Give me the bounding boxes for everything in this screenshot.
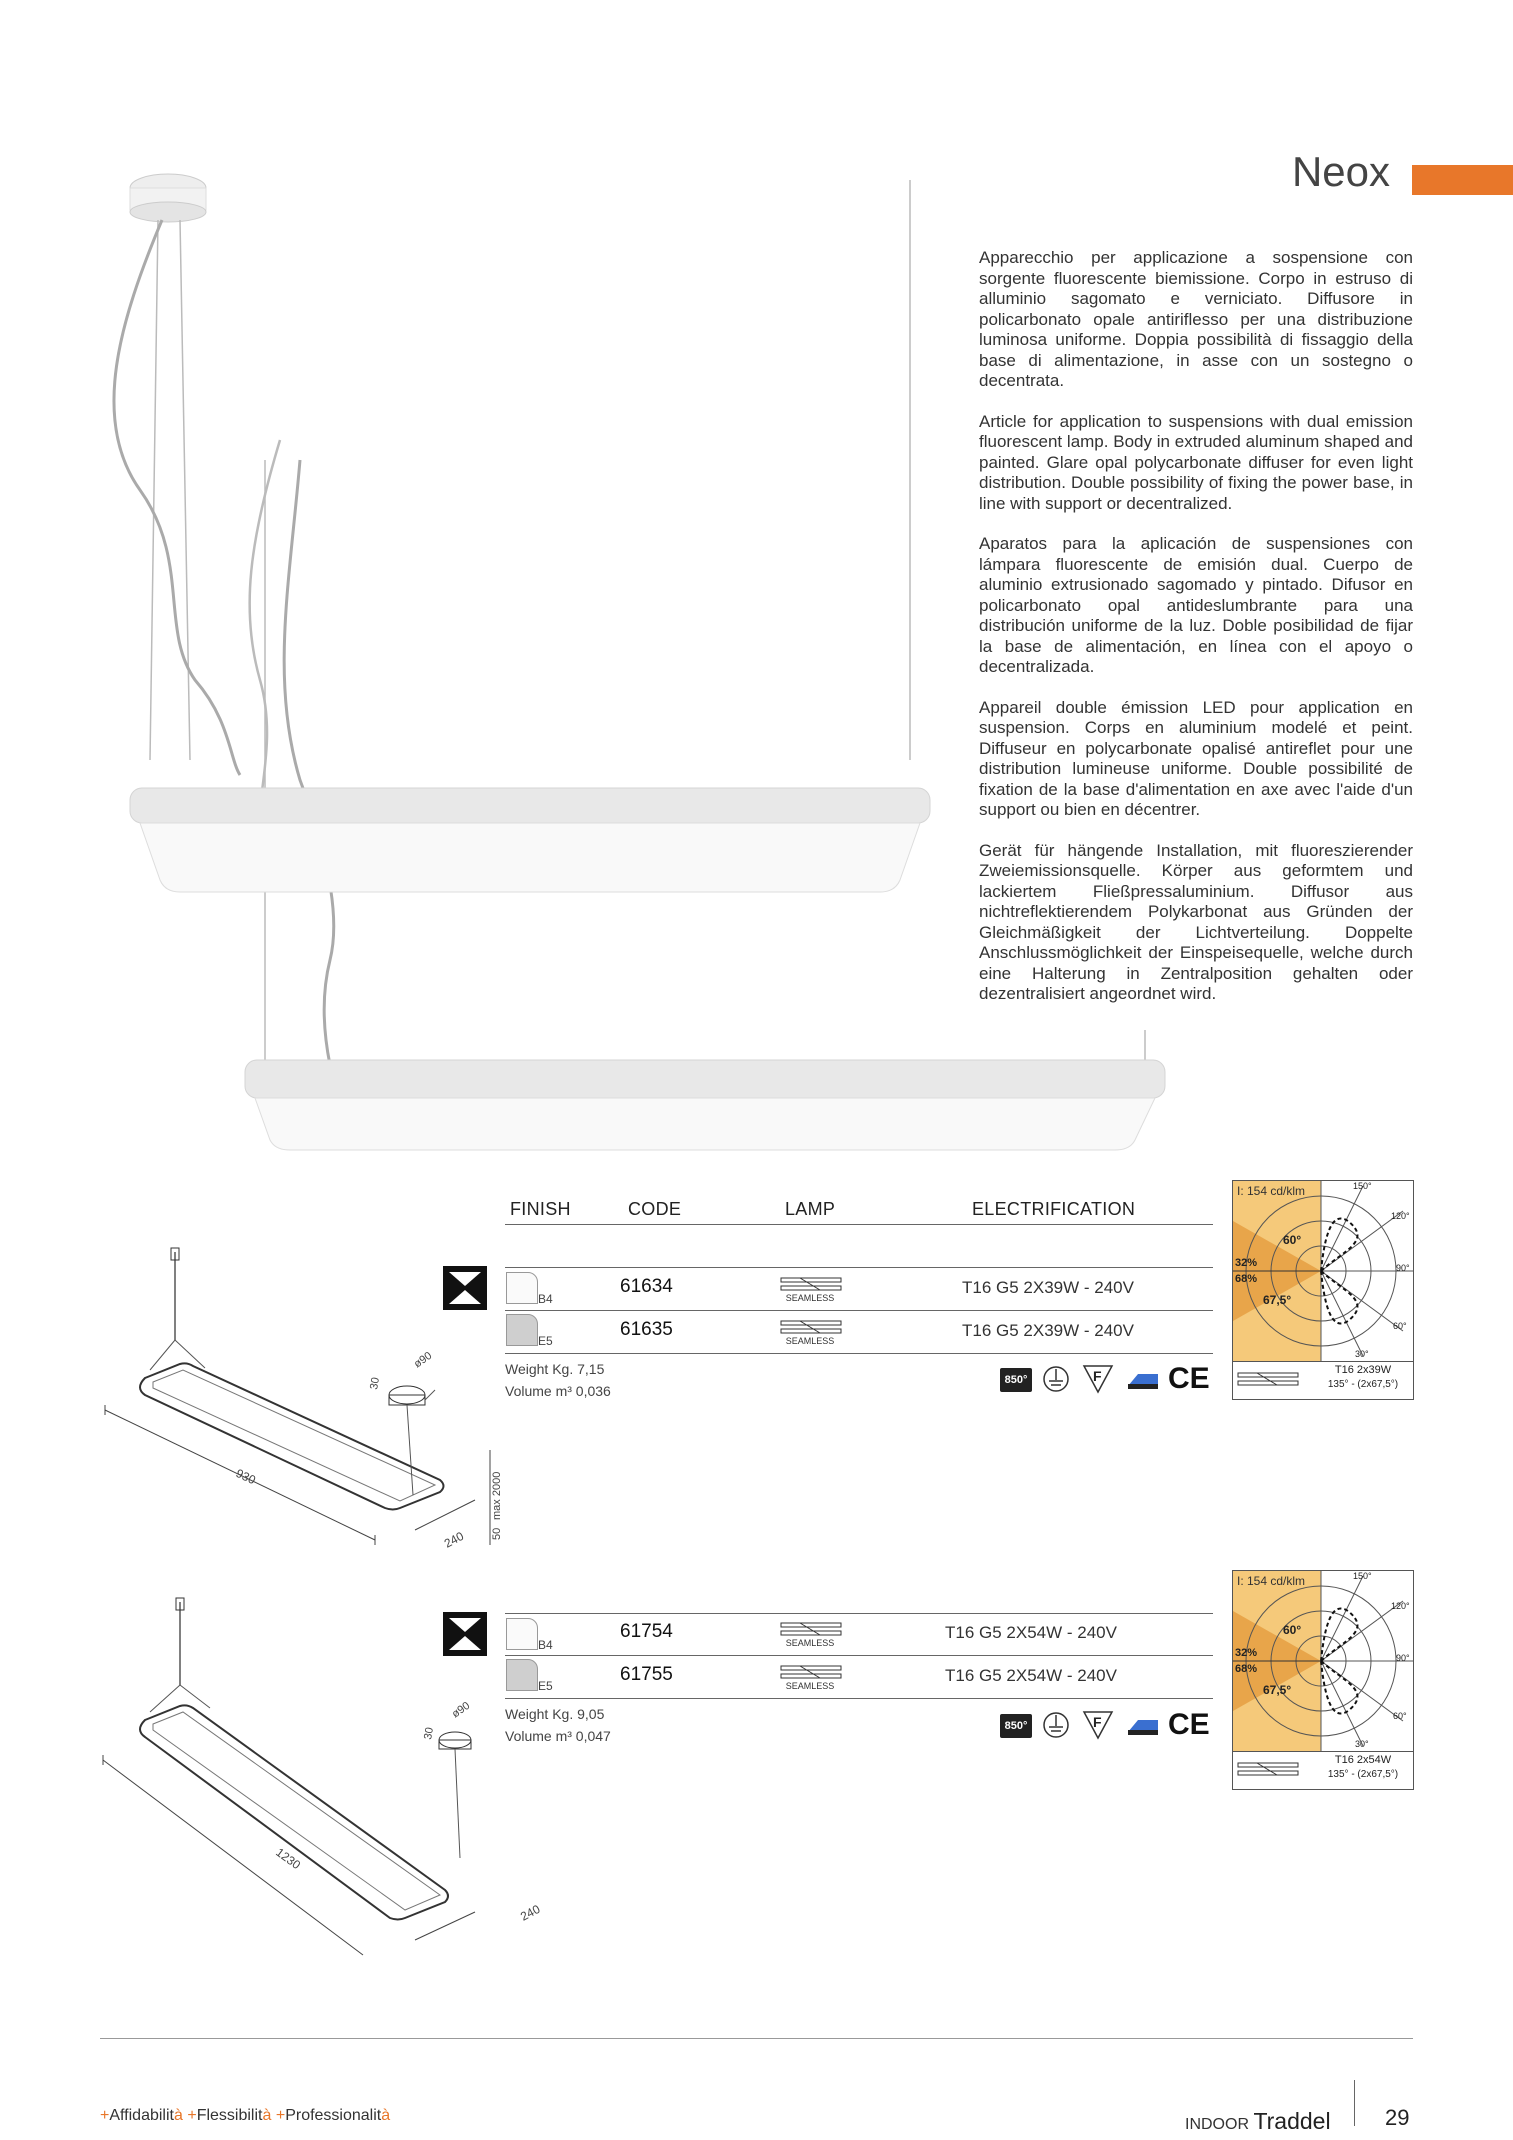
ce-mark-icon: CE [1168, 1362, 1210, 1395]
product-code: 61754 [620, 1621, 673, 1642]
energy-label-icon [1126, 1368, 1160, 1392]
dim-width: 240 [441, 1528, 467, 1551]
footer-separator [1354, 2080, 1355, 2126]
electrification: T16 G5 2X54W - 240V [945, 1623, 1117, 1642]
header-divider [505, 1224, 1213, 1225]
lamp-label: SEAMLESS [785, 1638, 835, 1648]
mounting-icon [443, 1266, 487, 1310]
dim-cap: 30 [422, 1726, 437, 1741]
polar-pct-32: 32% [1235, 1257, 1258, 1269]
dim-diameter: ø90 [411, 1349, 435, 1371]
lamp-icon [1237, 1761, 1299, 1777]
row-divider [505, 1267, 1213, 1268]
ce-mark-icon: CE [1168, 1708, 1210, 1741]
earth-ground-icon [1042, 1710, 1070, 1740]
polar-angle-60: 60° [1283, 1623, 1302, 1637]
description-de: Gerät für hängende Installation, mit fluoreszierender Zweiemissionsquelle. Körper aus geformtem und lackiertem Fließpressaluminium. Diffusor aus nichtreflektierendem Polykarbonat aus Gründen der Gleichmäßigkeit der Lichtverteilung. Doppelte Anschlussmöglichkeit der Einspeisequelle, welche durch eine Halterung in Zentralposition gehalten oder dezentralisiert angeordnet wird. [979, 840, 1413, 1003]
finish-swatch-grey [506, 1314, 538, 1346]
footer-divider [100, 2038, 1413, 2039]
description-es: Aparatos para la aplicación de suspensiones con lámpara fluorescente de emisión dual. Cuerpo de aluminio extrusionado sagomado y pintado. Difusor en policarbonato opal antideslumbrante para una distribución uniforme de la luz. Doble posibilidad de fijar la base de alimentación, en línea con el apoyo o decentralizada. [979, 534, 1413, 676]
polar-tick-90: 90° [1396, 1263, 1410, 1273]
polar-angle-60: 60° [1283, 1233, 1302, 1247]
polar-tick-120: 120° [1391, 1211, 1410, 1221]
lamp-icon [1237, 1371, 1299, 1387]
polar-pct-68: 68% [1235, 1663, 1258, 1675]
dim-width: 240 [518, 1901, 543, 1924]
dim-length: 1230 [273, 1845, 304, 1873]
polar-tick-30: 30° [1355, 1349, 1369, 1359]
polar-beam: 135° - (2x67,5°) [1327, 1769, 1399, 1780]
finish-swatch-white [506, 1618, 538, 1650]
polar-tick-120: 120° [1391, 1601, 1410, 1611]
polar-tick-60: 60° [1393, 1711, 1407, 1721]
finish-swatch-grey [506, 1659, 538, 1691]
polar-lamp: T16 2x54W [1334, 1754, 1392, 1766]
f-mark-icon [1082, 1364, 1114, 1394]
polar-angle-675: 67,5° [1263, 1293, 1292, 1307]
description-en: Article for application to suspensions with dual emission fluorescent lamp. Body in extruded aluminum shaped and painted. Glare opal polycarbonate diffuser for even light distribution. Double possibility of fixing the power base, in line with support or decentralized. [979, 411, 1413, 513]
polar-diagram [1232, 1180, 1414, 1400]
polar-tick-90: 90° [1396, 1653, 1410, 1663]
dim-diameter: ø90 [449, 1699, 473, 1721]
lamp-icon [780, 1319, 842, 1335]
volume: Volume m³ 0,036 [505, 1383, 611, 1399]
svg-text:F: F [1093, 1368, 1102, 1384]
finish-code: B4 [538, 1638, 553, 1652]
row-divider [505, 1353, 1213, 1354]
row-divider [505, 1613, 1213, 1614]
dim-cap: 30 [368, 1376, 383, 1391]
description-fr: Appareil double émission LED pour application en suspension. Corps en aluminium modelé et peint. Diffuseur en polycarbonate opalisé antireflet pour une distribution lumineuse uniforme. Double possibilité de fixation de la base d'alimentation en axe avec l'aide d'un support ou bien en décentrer. [979, 697, 1413, 819]
dim-height: 50 [491, 1527, 503, 1540]
polar-tick-60: 60° [1393, 1321, 1407, 1331]
lamp-icon [780, 1621, 842, 1637]
lamp-icon [780, 1664, 842, 1680]
finish-code: E5 [538, 1679, 553, 1693]
row-divider [505, 1655, 1213, 1656]
footer-section: INDOOR Traddel [1185, 2108, 1331, 2134]
description-it: Apparecchio per applicazione a sospensione con sorgente fluorescente biemissione. Corpo in estruso di alluminio sagomato e verniciato. Diffusore in policarbonato opale antiriflesso per una distribuzione luminosa uniforme. Doppia possibilità di fissaggio della base di alimentazione, in asse con un sostegno o decentrata. [979, 248, 1413, 390]
volume: Volume m³ 0,047 [505, 1728, 611, 1744]
polar-tick-150: 150° [1353, 1571, 1372, 1581]
dim-length: 930 [233, 1466, 258, 1488]
page-title: Neox [1291, 148, 1390, 195]
product-code: 61635 [620, 1319, 673, 1340]
product-code: 61634 [620, 1276, 673, 1297]
dim-max: max 2000 [491, 1471, 503, 1520]
header-code: CODE [628, 1199, 682, 1219]
polar-intensity: I: 154 cd/klm [1237, 1184, 1306, 1198]
finish-code: E5 [538, 1334, 553, 1348]
polar-beam: 135° - (2x67,5°) [1327, 1379, 1399, 1390]
header-electrification: ELECTRIFICATION [972, 1199, 1136, 1219]
header-finish: FINISH [510, 1199, 571, 1219]
lamp-label: SEAMLESS [785, 1336, 835, 1346]
weight: Weight Kg. 7,15 [505, 1361, 605, 1377]
polar-lamp: T16 2x39W [1334, 1364, 1392, 1376]
title-accent-bar [1412, 165, 1513, 195]
polar-pct-32: 32% [1235, 1647, 1258, 1659]
polar-pct-68: 68% [1235, 1273, 1258, 1285]
polar-angle-675: 67,5° [1263, 1683, 1292, 1697]
row-divider [505, 1310, 1213, 1311]
finish-code: B4 [538, 1292, 553, 1306]
finish-swatch-white [506, 1272, 538, 1304]
svg-text:F: F [1093, 1714, 1102, 1730]
f-mark-icon [1082, 1710, 1114, 1740]
electrification: T16 G5 2X54W - 240V [945, 1666, 1117, 1685]
glow-wire-850-icon: 850° [1000, 1714, 1032, 1738]
earth-ground-icon [1042, 1364, 1070, 1394]
lamp-icon [780, 1276, 842, 1292]
lamp-label: SEAMLESS [785, 1681, 835, 1691]
page-number: 29 [1385, 2105, 1410, 2130]
lamp-label: SEAMLESS [785, 1293, 835, 1303]
polar-tick-150: 150° [1353, 1181, 1372, 1191]
mounting-icon [443, 1612, 487, 1656]
polar-diagram [1232, 1570, 1414, 1790]
footer-tagline: +Affidabilità +Flessibilità +Professionalità [100, 2107, 391, 2124]
product-description [979, 248, 1413, 1025]
weight: Weight Kg. 9,05 [505, 1706, 605, 1722]
row-divider [505, 1698, 1213, 1699]
product-code: 61755 [620, 1664, 673, 1685]
polar-tick-30: 30° [1355, 1739, 1369, 1749]
electrification: T16 G5 2X39W - 240V [962, 1321, 1134, 1340]
electrification: T16 G5 2X39W - 240V [962, 1278, 1134, 1297]
header-lamp: LAMP [785, 1199, 836, 1219]
polar-intensity: I: 154 cd/klm [1237, 1574, 1306, 1588]
glow-wire-850-icon: 850° [1000, 1368, 1032, 1392]
energy-label-icon [1126, 1714, 1160, 1738]
